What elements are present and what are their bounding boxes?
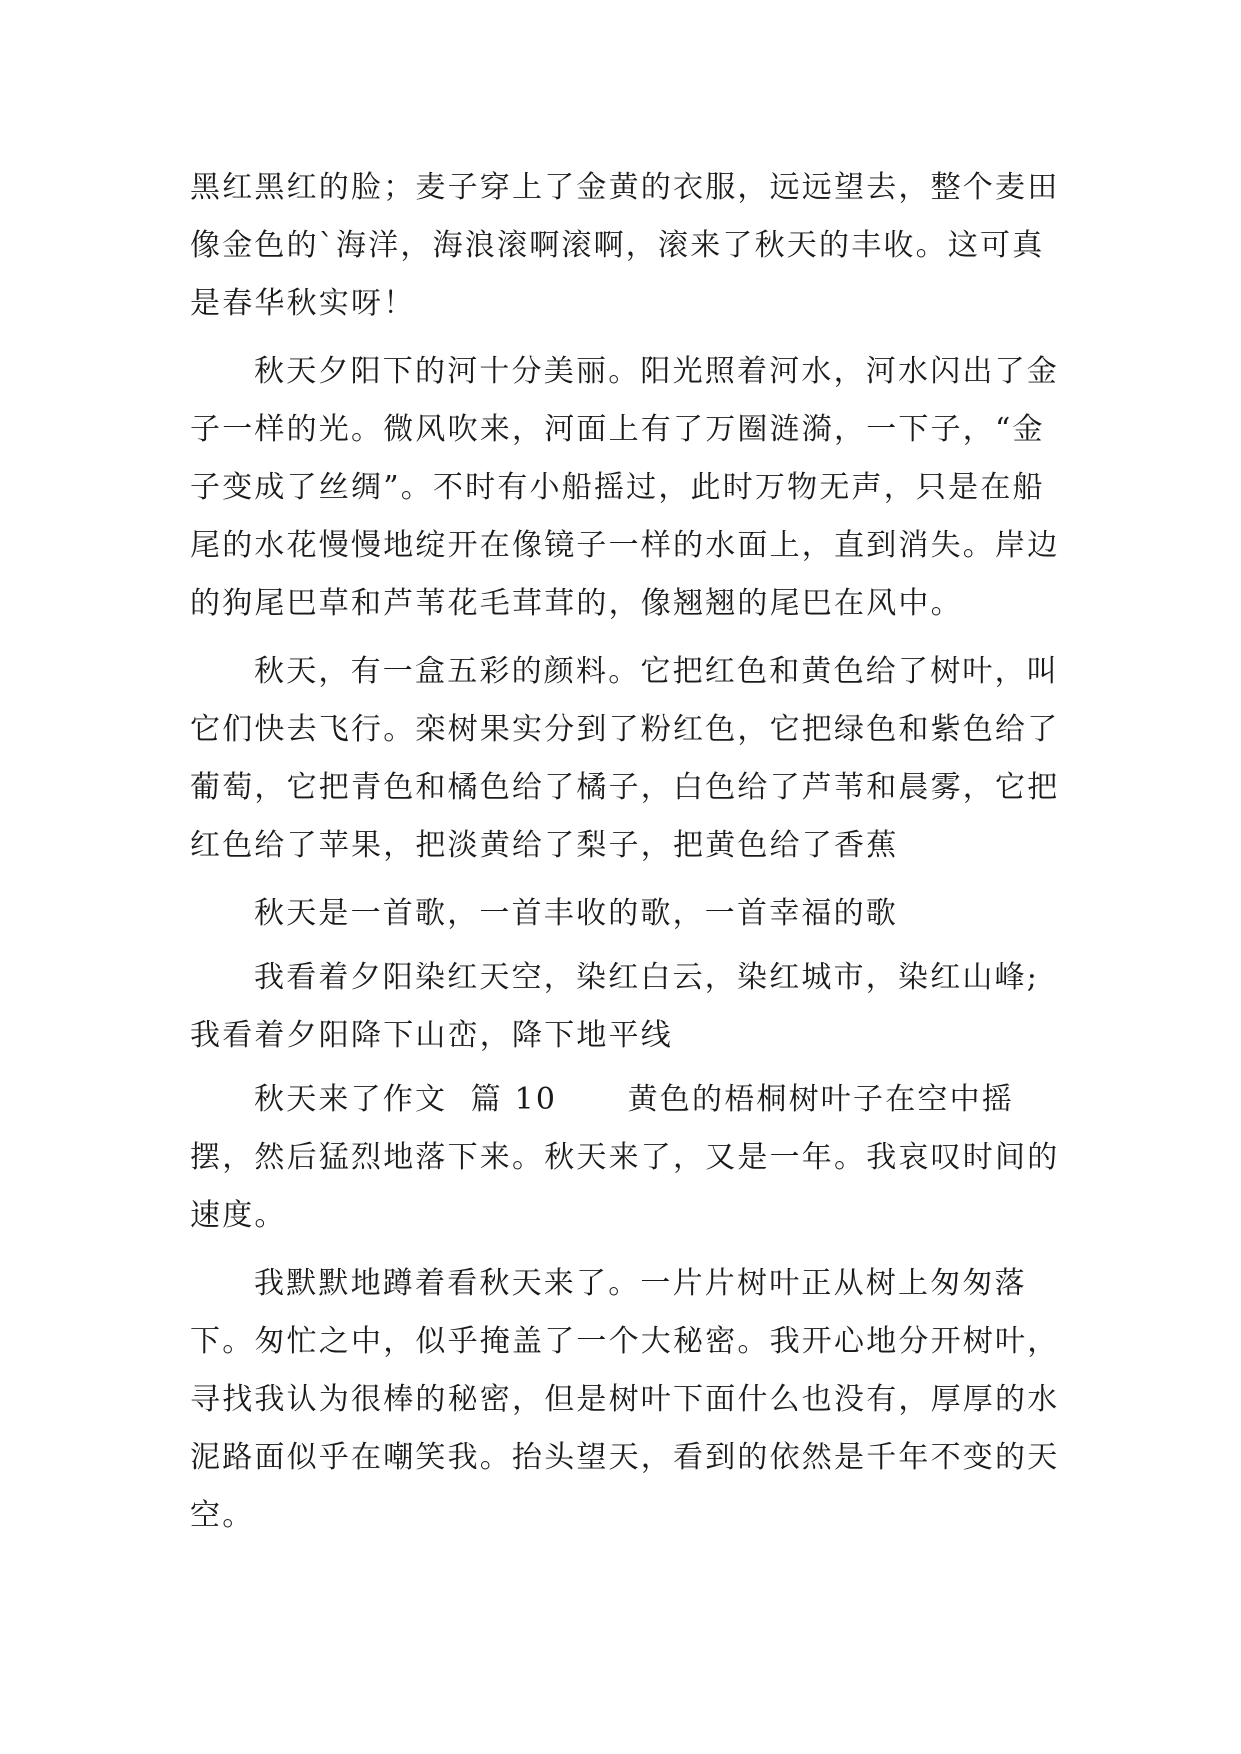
paragraph-2: 秋天夕阳下的河十分美丽。阳光照着河水，河水闪出了金子一样的光。微风吹来，河面上有了万圈涟漪，一下子，“金子变成了丝绸”。不时有小船摇过，此时万物无声，只是在船尾的水花慢慢地绽开在像镜子一样的水面上，直到消失。岸边的狗尾巴草和芦苇花毛茸茸的，像翘翘的尾巴在风中。 (190, 354, 1060, 621)
paragraph-7: 我默默地蹲着看秋天来了。一片片树叶正从树上匆匆落下。匆忙之中，似乎掩盖了一个大秘密。我开心地分开树叶，寻找我认为很棒的秘密，但是树叶下面什么也没有，厚厚的水泥路面似乎在嘲笑我。抬头望天，看到的依然是千年不变的天空。 (190, 1266, 1060, 1533)
paragraph-6: 秋天来了作文 篇 10 黄色的梧桐树叶子在空中摇摆，然后猛烈地落下来。秋天来了，又是一年。我哀叹时间的速度。 (190, 1082, 1060, 1233)
paragraph-1: 黑红黑红的脸；麦子穿上了金黄的衣服，远远望去，整个麦田像金色的`海洋，海浪滚啊滚啊，滚来了秋天的丰收。这可真是春华秋实呀！ (190, 170, 1060, 321)
document-body (190, 159, 1070, 1555)
paragraph-3: 秋天，有一盒五彩的颜料。它把红色和黄色给了树叶，叫它们快去飞行。栾树果实分到了粉红色，它把绿色和紫色给了葡萄，它把青色和橘色给了橘子，白色给了芦苇和晨雾，它把红色给了苹果，把淡黄给了梨子，把黄色给了香蕉 (190, 654, 1060, 863)
paragraph-5: 我看着夕阳染红天空，染红白云，染红城市，染红山峰;我看着夕阳降下山峦，降下地平线 (190, 960, 1040, 1053)
paragraph-4: 秋天是一首歌，一首丰收的歌，一首幸福的歌 (254, 896, 898, 931)
